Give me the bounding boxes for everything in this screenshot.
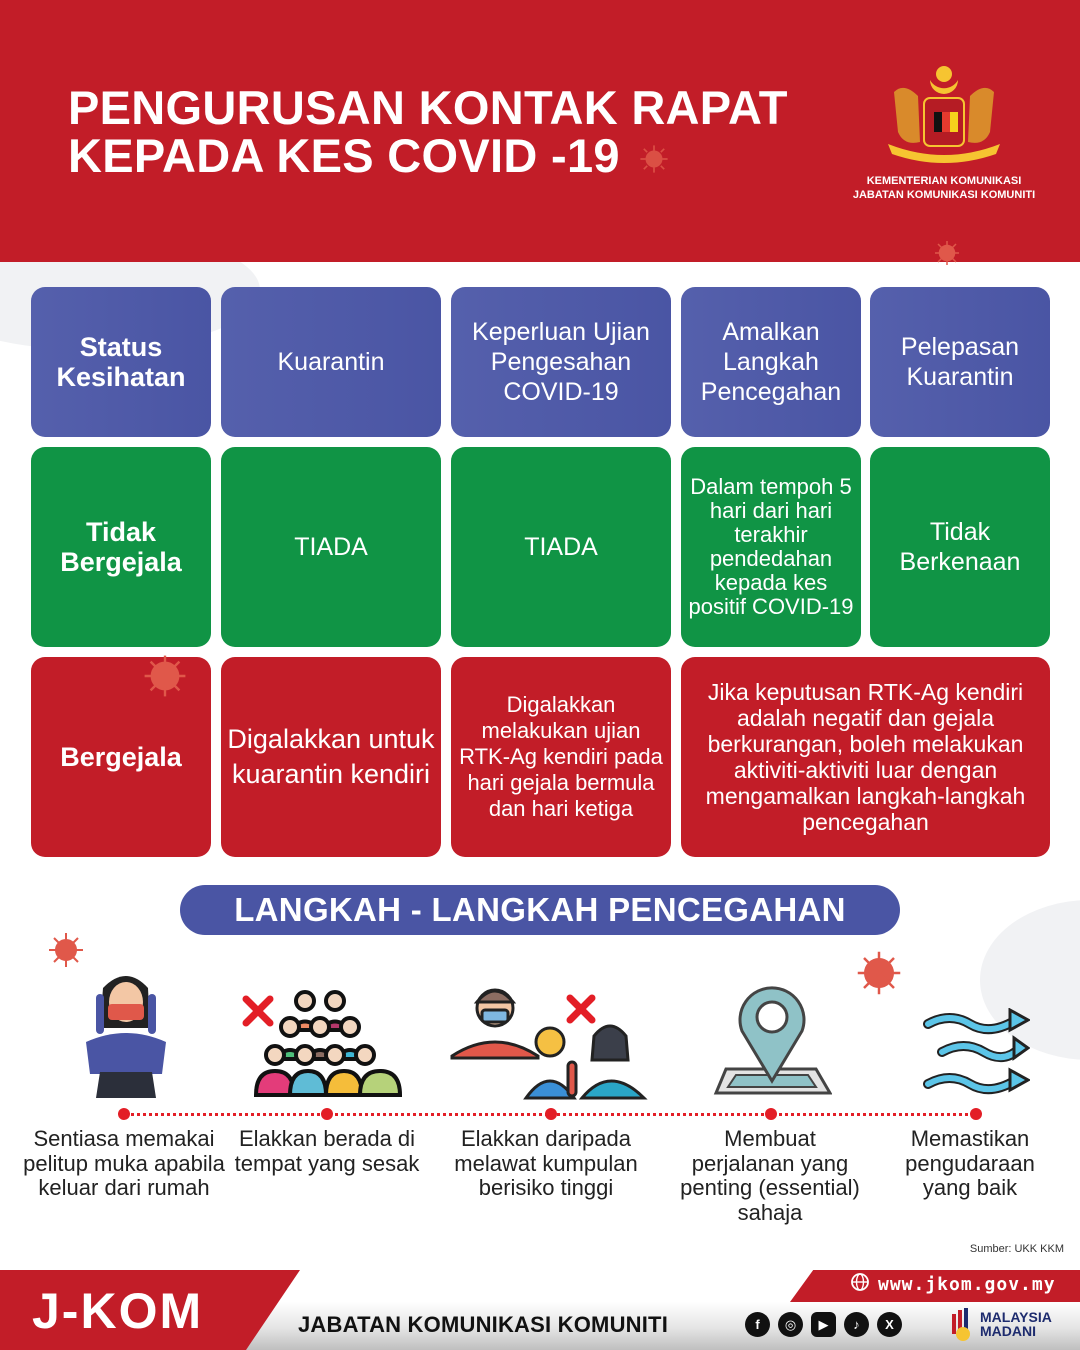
jkom-logo: J-KOM (32, 1283, 204, 1339)
ministry-line-1: KEMENTERIAN KOMUNIKASI (866, 175, 1022, 187)
timeline-dot (545, 1108, 557, 1120)
madani-line-2: MADANI (980, 1323, 1036, 1339)
step-label-essential-travel: Membuat perjalanan yang penting (essential) sahaja (680, 1126, 860, 1225)
cell-ujian-bergejala: Digalakkan melakukan ujian RTK-Ag kendiri pada hari gejala bermula dan hari ketiga (451, 657, 671, 857)
ministry-line-2: JABATAN KOMUNIKASI KOMUNITI (852, 189, 1036, 201)
header-status-kesihatan: Status Kesihatan (31, 287, 211, 437)
high-risk-group-avoid-icon (450, 980, 650, 1105)
title-line-2: KEPADA KES COVID -19 (68, 129, 620, 182)
row-status-bergejala: Bergejala (31, 657, 211, 857)
madani-emblem-icon (950, 1306, 976, 1342)
x-icon[interactable]: X (877, 1312, 902, 1337)
facebook-icon[interactable]: f (745, 1312, 770, 1337)
virus-icon (637, 136, 671, 184)
madani-line-1: MALAYSIA (980, 1309, 1052, 1325)
instagram-icon[interactable]: ◎ (778, 1312, 803, 1337)
woman-wearing-mask-icon (78, 968, 173, 1103)
social-icons (745, 1312, 902, 1337)
website-text: www.jkom.gov.my (878, 1274, 1056, 1295)
step-label-ventilation: Memastikan pengudaraan yang baik (905, 1126, 1035, 1200)
step-label-mask: Sentiasa memakai pelitup muka apabila keluar dari rumah (23, 1126, 225, 1200)
header-pelepasan-kuarantin: Pelepasan Kuarantin (870, 287, 1050, 437)
prevention-section-title: LANGKAH - LANGKAH PENCEGAHAN (180, 885, 900, 935)
globe-icon (850, 1272, 870, 1297)
timeline-dot (765, 1108, 777, 1120)
step-label-high-risk: Elakkan daripada melawat kumpulan berisiko tinggi (454, 1126, 638, 1200)
location-pin-icon (712, 985, 832, 1105)
cell-kuarantin-bergejala: Digalakkan untuk kuarantin kendiri (221, 657, 441, 857)
row-status-tidak-bergejala: Tidak Bergejala (31, 447, 211, 647)
virus-icon (141, 652, 189, 705)
header-keperluan-ujian: Keperluan Ujian Pengesahan COVID-19 (451, 287, 671, 437)
ministry-name (840, 174, 1048, 202)
coat-of-arms-logo (880, 62, 1008, 166)
youtube-icon[interactable]: ▶ (811, 1312, 836, 1337)
virus-icon (932, 238, 962, 273)
cell-kuarantin-tidak-bergejala: TIADA (221, 447, 441, 647)
step-label-crowd: Elakkan berada di tempat yang sesak (234, 1126, 420, 1176)
timeline-dot (118, 1108, 130, 1120)
crowd-avoid-icon (240, 985, 405, 1105)
source-credit: Sumber: UKK KKM (969, 1243, 1064, 1255)
title-line-1: PENGURUSAN KONTAK RAPAT (68, 81, 788, 134)
footer-banner (0, 1262, 1080, 1350)
cell-ujian-tidak-bergejala: TIADA (451, 447, 671, 647)
cell-pencegahan-pelepasan-bergejala: Jika keputusan RTK-Ag kendiri adalah negatif dan gejala berkurangan, boleh melakukan aktiviti-aktiviti luar dengan mengamalkan langkah-langkah pencegahan (681, 657, 1050, 857)
tiktok-icon[interactable]: ♪ (844, 1312, 869, 1337)
page-title (68, 81, 788, 184)
header-kuarantin: Kuarantin (221, 287, 441, 437)
header-banner (0, 0, 1080, 262)
airflow-icon (920, 1008, 1030, 1108)
malaysia-madani-logo (950, 1306, 1052, 1342)
department-name: JABATAN KOMUNIKASI KOMUNITI (298, 1312, 669, 1337)
virus-icon (854, 948, 904, 1003)
timeline-dot (970, 1108, 982, 1120)
timeline-dot (321, 1108, 333, 1120)
website-link[interactable] (850, 1272, 1056, 1297)
header-amalkan-langkah: Amalkan Langkah Pencegahan (681, 287, 861, 437)
cell-pencegahan-tidak-bergejala: Dalam tempoh 5 hari dari hari terakhir pendedahan kepada kes positif COVID-19 (681, 447, 861, 647)
cell-pelepasan-tidak-bergejala: Tidak Berkenaan (870, 447, 1050, 647)
